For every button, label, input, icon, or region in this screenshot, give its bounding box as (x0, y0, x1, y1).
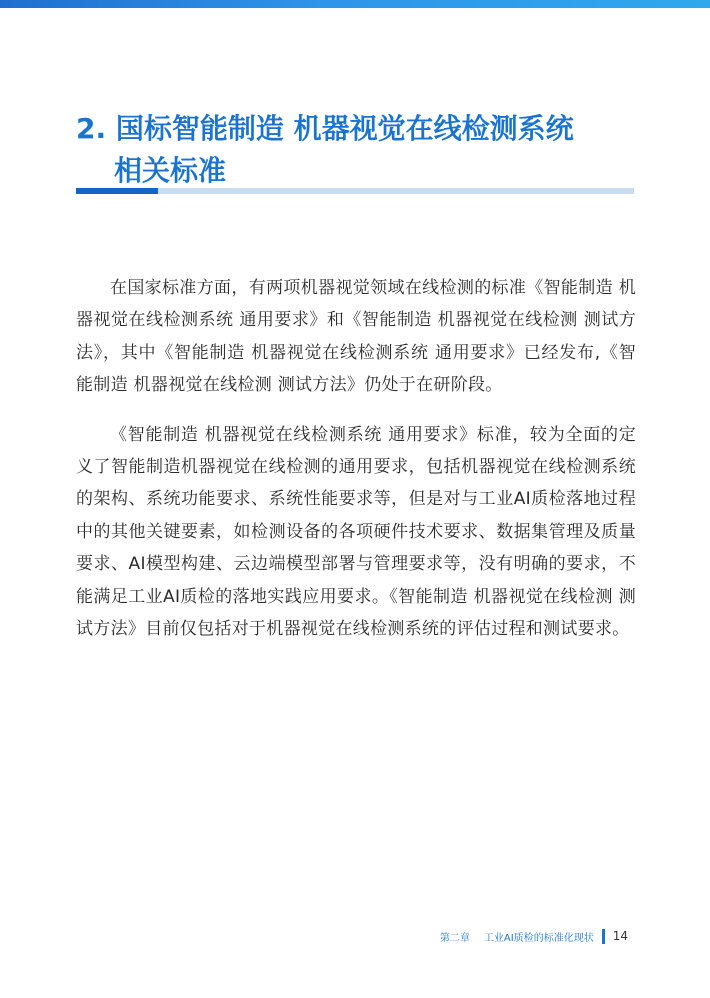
page-footer (440, 928, 628, 944)
section-heading-line1: 2. 国标智能制造 机器视觉在线检测系统 (76, 112, 574, 145)
paragraph-general-requirements: 《智能制造 机器视觉在线检测系统 通用要求》标准，较为全面的定义了智能制造机器视觉在线检测的通用要求，包括机器视觉在线检测系统的架构、系统功能要求、系统性能要求等，但是对与工业AI质检落地过程中的其他关键要素，如检测设备的各项硬件技术要求、数据集管理及质量要求、AI模型构建、云边端模型部署与管理要求等，没有明确的要求，不能满足工业AI质检的落地实践应用要求。《智能制造 机器视觉在线检测 测试方法》目前仅包括对于机器视觉在线检测系统的评估过程和测试要求。 (76, 424, 636, 640)
top-accent-bar (0, 0, 710, 8)
body-text (76, 272, 636, 662)
heading-underline-accent (76, 188, 158, 194)
footer-section-title: 工业AI质检的标准化现状 (483, 932, 594, 944)
footer-divider (602, 929, 605, 944)
section-heading-line2: 相关标准 (114, 154, 227, 187)
heading-underline-track (158, 188, 634, 194)
heading-underline (76, 188, 634, 194)
footer-chapter: 第二章 (439, 932, 470, 944)
page-number: 14 (612, 929, 628, 943)
section-heading (76, 108, 676, 192)
paragraph-national-standards: 在国家标准方面，有两项机器视觉领域在线检测的标准《智能制造 机器视觉在线检测系统 通用要求》和《智能制造 机器视觉在线检测 测试方法》，其中《智能制造 机器视觉在线检测系统 通用要求》已经发布,《智能制造 机器视觉在线检测 测试方法》仍处于在研阶段。 (76, 278, 636, 396)
